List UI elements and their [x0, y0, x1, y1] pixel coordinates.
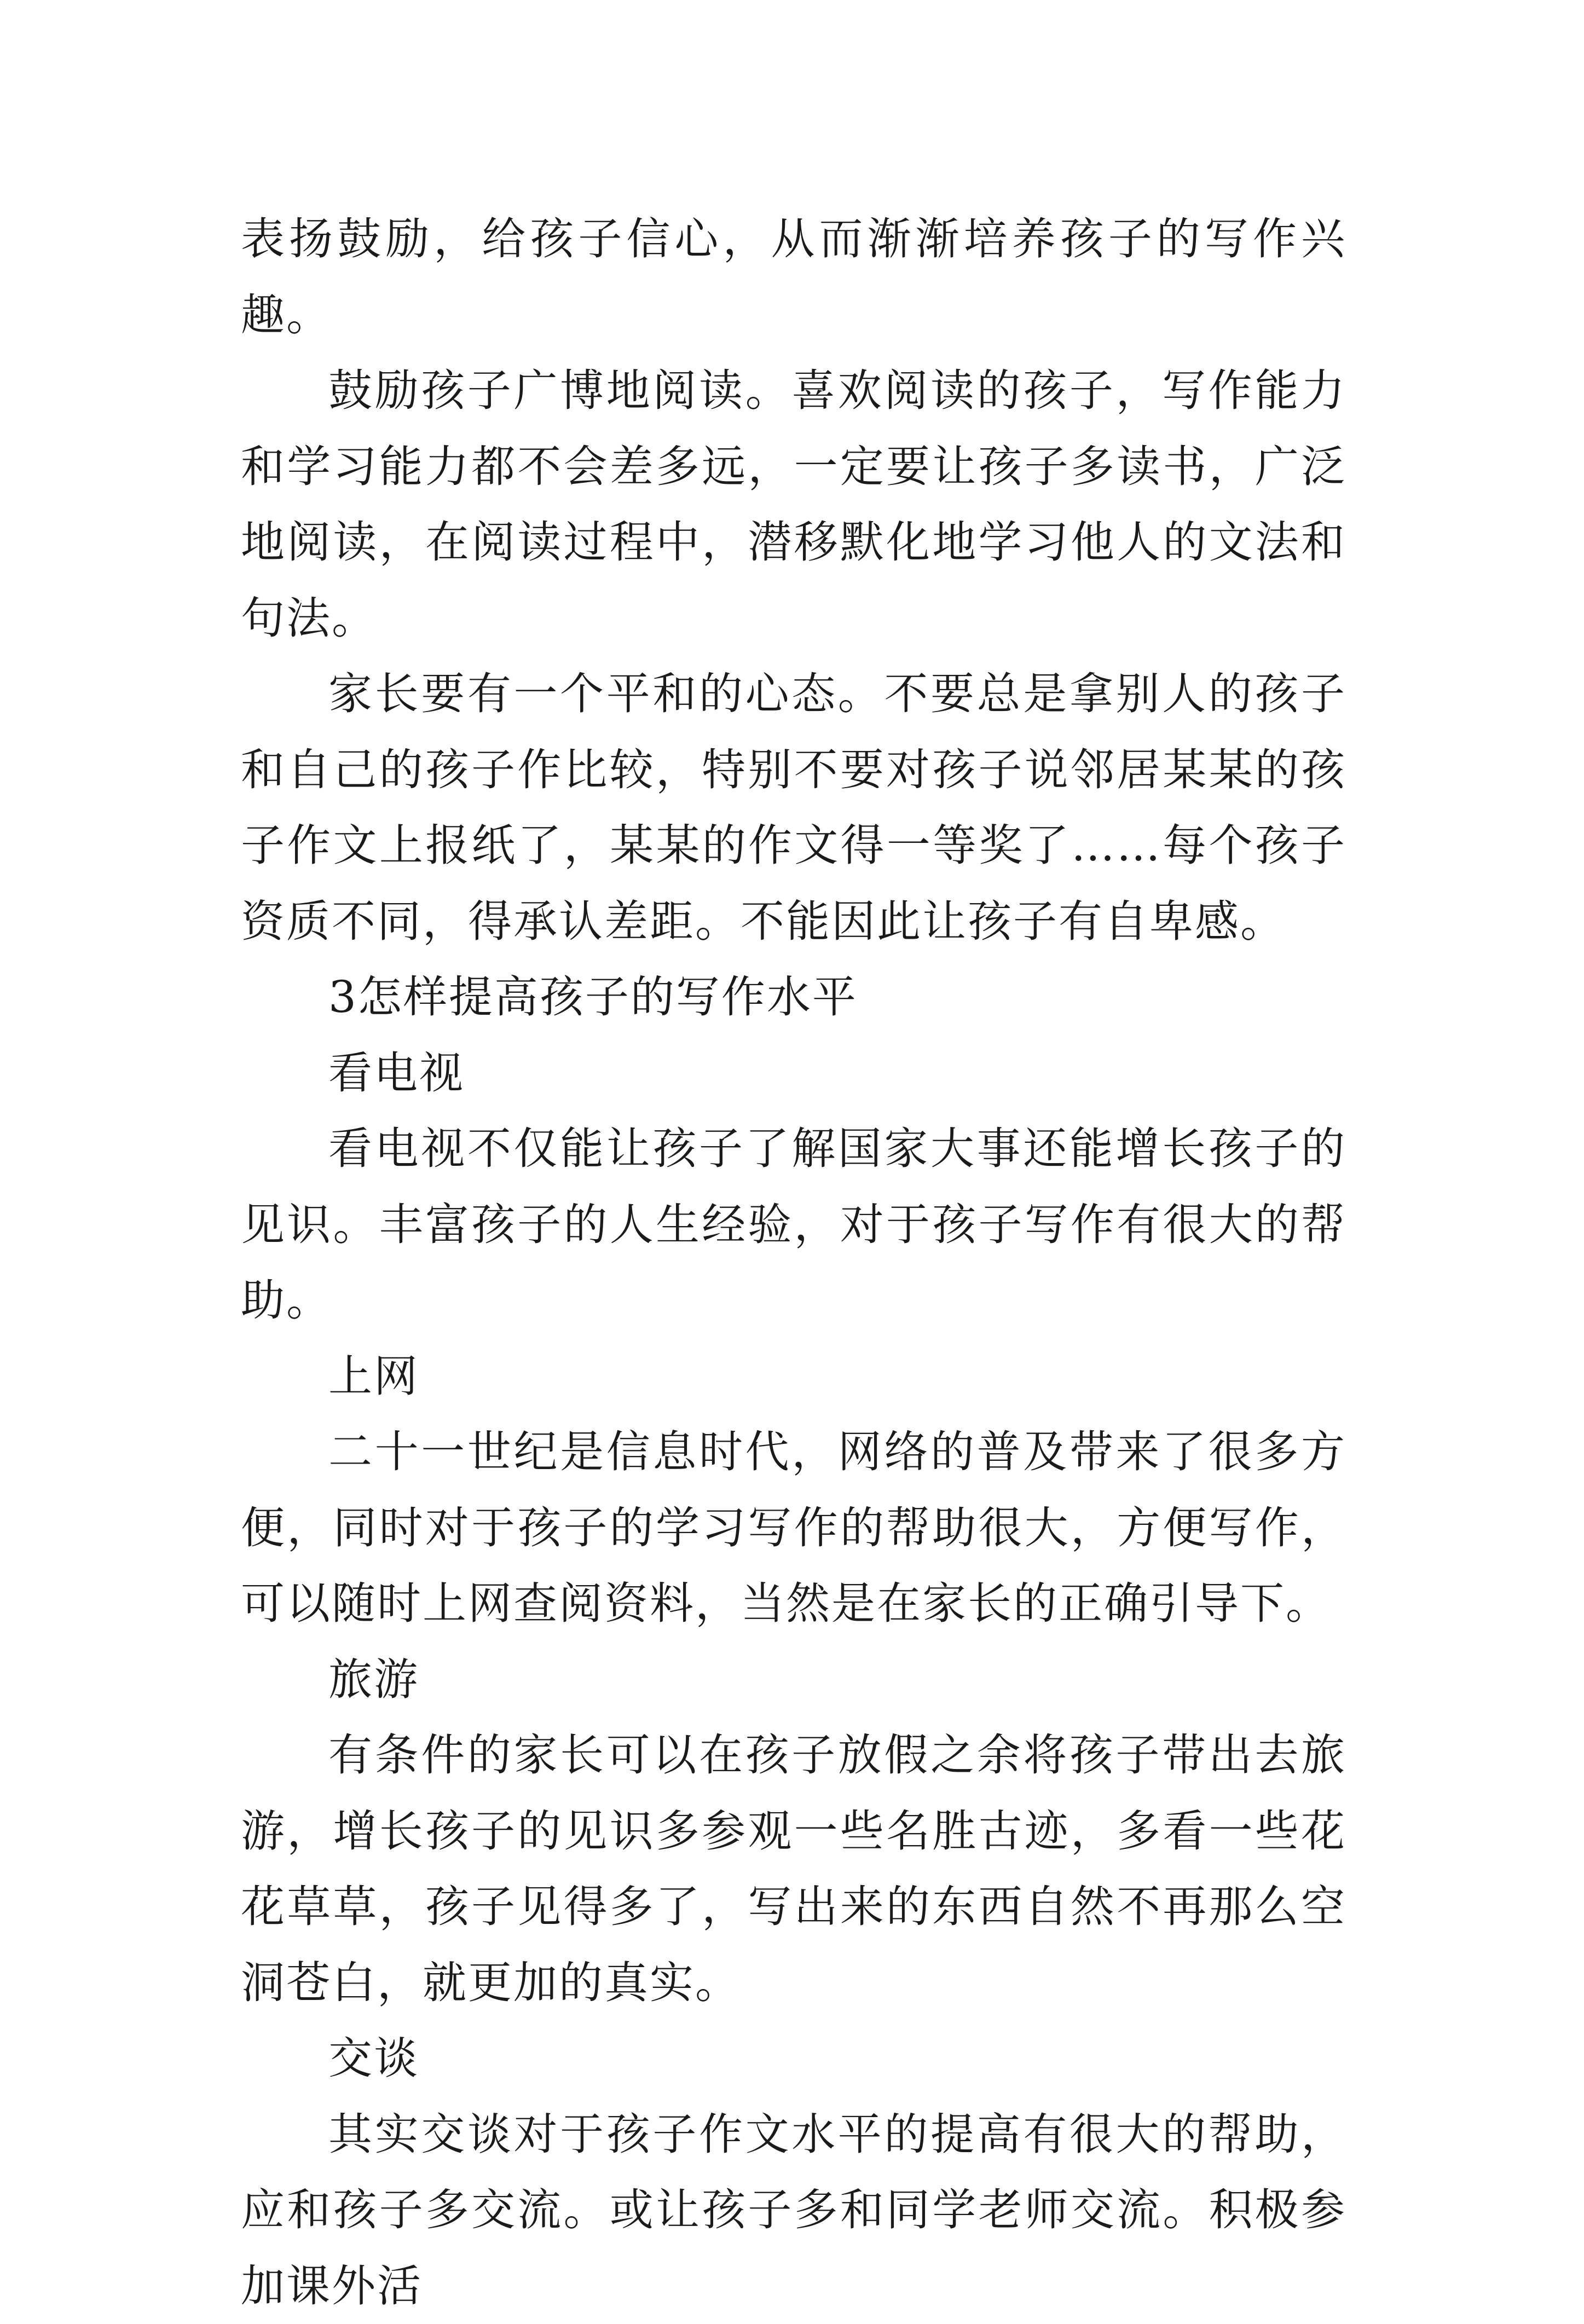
paragraph-encourage-reading: 鼓励孩子广博地阅读。喜欢阅读的孩子，写作能力和学习能力都不会差多远，一定要让孩子多读书，广泛地阅读，在阅读过程中，潜移默化地学习他人的文法和句法。	[241, 353, 1346, 656]
document-body	[241, 201, 1346, 2324]
paragraph-watch-tv: 看电视不仅能让孩子了解国家大事还能增长孩子的见识。丰富孩子的人生经验，对于孩子写作有很大的帮助。	[241, 1111, 1346, 1339]
paragraph-internet: 二十一世纪是信息时代，网络的普及带来了很多方便，同时对于孩子的学习写作的帮助很大，方便写作，可以随时上网查阅资料，当然是在家长的正确引导下。	[241, 1414, 1346, 1642]
paragraph-travel: 有条件的家长可以在孩子放假之余将孩子带出去旅游，增长孩子的见识多参观一些名胜古迹，多看一些花花草草，孩子见得多了，写出来的东西自然不再那么空洞苍白，就更加的真实。	[241, 1718, 1346, 2021]
subheading-watch-tv: 看电视	[241, 1036, 1346, 1112]
subheading-travel: 旅游	[241, 1642, 1346, 1718]
paragraph-praise-encourage: 表扬鼓励，给孩子信心，从而渐渐培养孩子的写作兴趣。	[241, 201, 1346, 353]
section-heading-improve-writing: 3怎样提高孩子的写作水平	[241, 959, 1346, 1036]
paragraph-calm-mindset: 家长要有一个平和的心态。不要总是拿别人的孩子和自己的孩子作比较，特别不要对孩子说邻居某某的孩子作文上报纸了，某某的作文得一等奖了……每个孩子资质不同，得承认差距。不能因此让孩子有自卑感。	[241, 656, 1346, 959]
paragraph-conversation: 其实交谈对于孩子作文水平的提高有很大的帮助，应和孩子多交流。或让孩子多和同学老师交流。积极参加课外活	[241, 2097, 1346, 2324]
subheading-internet: 上网	[241, 1339, 1346, 1415]
subheading-conversation: 交谈	[241, 2021, 1346, 2097]
